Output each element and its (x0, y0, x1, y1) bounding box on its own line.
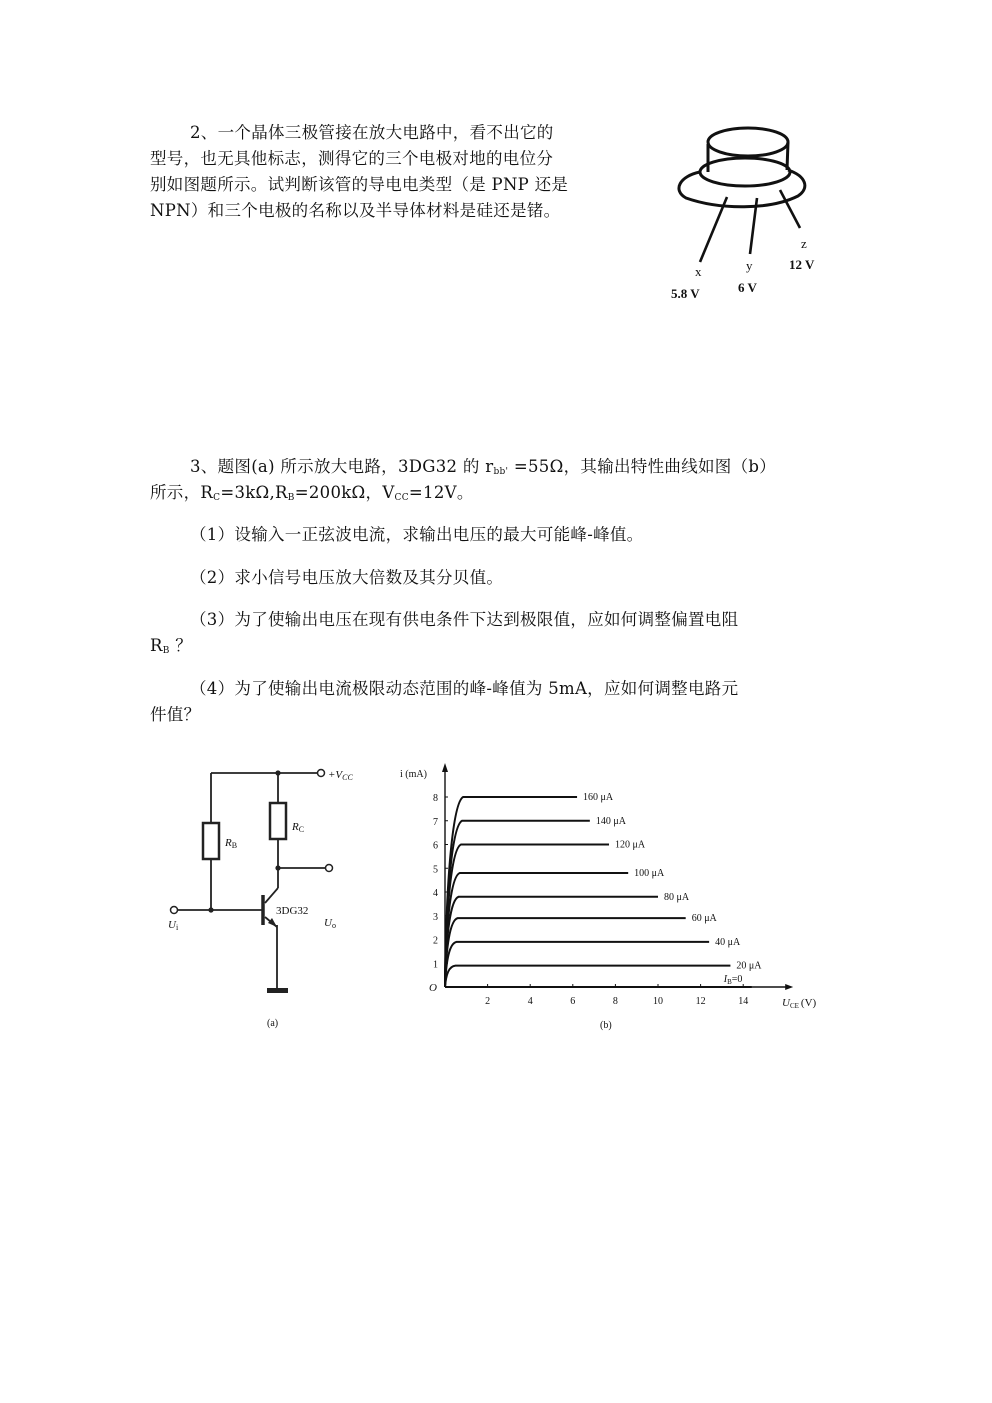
junction-dot (275, 770, 280, 775)
y-axis-arrow-icon (442, 763, 448, 772)
q2-line-1: 2、一个晶体三极管接在放大电路中，看不出它的 (190, 123, 554, 142)
circuit-caption: (a) (267, 1018, 279, 1029)
q3-intro-f: =12V。 (408, 483, 474, 502)
series-label: 140 μA (595, 815, 626, 827)
series-label-ib0: $I_B=0$ (723, 974, 743, 986)
y-tick-label: 2 (433, 935, 438, 947)
q3-intro-d: =3kΩ,R (220, 483, 288, 502)
rc-subscript: C (213, 493, 221, 503)
q2-line-3: 别如图题所示。试判断该管的导电电类型（是 PNP 还是 (150, 175, 569, 194)
vcc-label: +VCC (328, 769, 353, 782)
rc-resistor (270, 803, 286, 839)
curve-ib-3 (445, 873, 628, 987)
x-tick-label: 12 (695, 996, 706, 1007)
curve-ib-5 (445, 918, 686, 987)
amplifier-circuit (160, 760, 380, 1040)
rb-resistor (203, 823, 219, 859)
input-terminal (171, 907, 178, 914)
y-tick-label: 7 (433, 816, 438, 828)
x-axis-label: UCE (V) (782, 997, 817, 1010)
x-tick-label: 8 (612, 996, 618, 1007)
pin-z-name: z (801, 236, 807, 251)
pin-y-voltage: 6 V (738, 280, 757, 295)
q3-item-4: （4）为了使输出电流极限动态范围的峰-峰值为 5mA，应如何调整电路元 (190, 679, 739, 698)
pin-x-name: x (695, 264, 702, 279)
pin-z-voltage: 12 V (789, 257, 815, 272)
question-mark: ？ (169, 636, 193, 655)
emitter-arrow-icon (268, 918, 277, 927)
q3-item-3-cont (150, 633, 192, 664)
curve-ib-0 (445, 797, 577, 987)
pin-y-name: y (746, 258, 753, 273)
q3-intro-line-2 (150, 480, 474, 511)
transistor-label: 3DG32 (276, 905, 309, 917)
q3-intro-b: =55Ω，其输出特性曲线如图（b） (508, 457, 777, 476)
series-label: 20 μA (736, 960, 762, 972)
x-tick-label: 6 (570, 996, 576, 1007)
output-terminal (326, 865, 333, 872)
x-tick-label: 10 (653, 996, 663, 1007)
x-tick-label: 2 (485, 996, 491, 1007)
pin-x-voltage: 5.8 V (671, 286, 700, 301)
junction-dot (208, 907, 213, 912)
q3-item-1: （1）设输入一正弦波电流，求输出电压的最大可能峰-峰值。 (190, 525, 644, 544)
vcc-terminal (318, 770, 325, 777)
rb-subscript: B (287, 493, 295, 503)
y-tick-label: 6 (433, 840, 438, 852)
rb-label: RB (225, 837, 238, 850)
junction-dot (275, 865, 280, 870)
ui-label: Ui (168, 919, 179, 932)
chart-caption: (b) (600, 1020, 612, 1031)
package-top (708, 128, 788, 156)
y-tick-label: 4 (433, 888, 438, 899)
series-label: 100 μA (634, 868, 665, 879)
origin-label: O (429, 982, 437, 994)
series-label: 80 μA (664, 891, 690, 903)
package-rim (700, 158, 790, 186)
lead-x (700, 197, 727, 262)
x-axis-arrow-icon (785, 984, 793, 990)
q3-intro-e: =200kΩ，V (294, 483, 395, 502)
transistor-package-figure (660, 110, 840, 310)
rbb-subscript: bb' (493, 467, 509, 477)
y-tick-label: 3 (433, 911, 438, 923)
curve-ib-7 (445, 966, 730, 987)
ground-symbol (267, 988, 288, 993)
q3-item-3: （3）为了使输出电压在现有供电条件下达到极限值，应如何调整偏置电阻 (190, 610, 739, 629)
q3-item-2: （2）求小信号电压放大倍数及其分贝值。 (190, 568, 504, 587)
q2-line-2: 型号，也无具他标志，测得它的三个电极对地的电位分 (150, 149, 554, 168)
q3-intro-a: 3、题图(a) 所示放大电路，3DG32 的 r (190, 457, 494, 476)
series-label: 40 μA (715, 936, 741, 948)
curve-ib-1 (445, 821, 590, 987)
series-label: 60 μA (691, 913, 717, 925)
x-tick-label: 4 (527, 996, 533, 1007)
uo-label: Uo (324, 917, 336, 930)
series-label: 120 μA (615, 839, 646, 851)
q3-item-4-cont: 件值？ (150, 705, 201, 724)
rc-label: RC (292, 821, 305, 834)
y-tick-label: 8 (433, 793, 438, 804)
rb-symbol: R (150, 636, 163, 655)
q2-line-4: NPN）和三个电极的名称以及半导体材料是硅还是锗。 (150, 201, 561, 220)
curve-ib-6 (445, 942, 709, 987)
output-characteristics-chart (400, 760, 840, 1040)
y-tick-label: 5 (433, 864, 438, 876)
q3-intro-c: 所示，R (150, 483, 214, 502)
x-tick-label: 14 (738, 996, 749, 1007)
rb-symbol-sub: B (162, 646, 170, 656)
series-label: 160 μA (583, 792, 614, 803)
vcc-subscript: CC (394, 493, 409, 503)
y-tick-label: 1 (433, 959, 438, 971)
y-axis-label: i (mA) (400, 769, 427, 780)
